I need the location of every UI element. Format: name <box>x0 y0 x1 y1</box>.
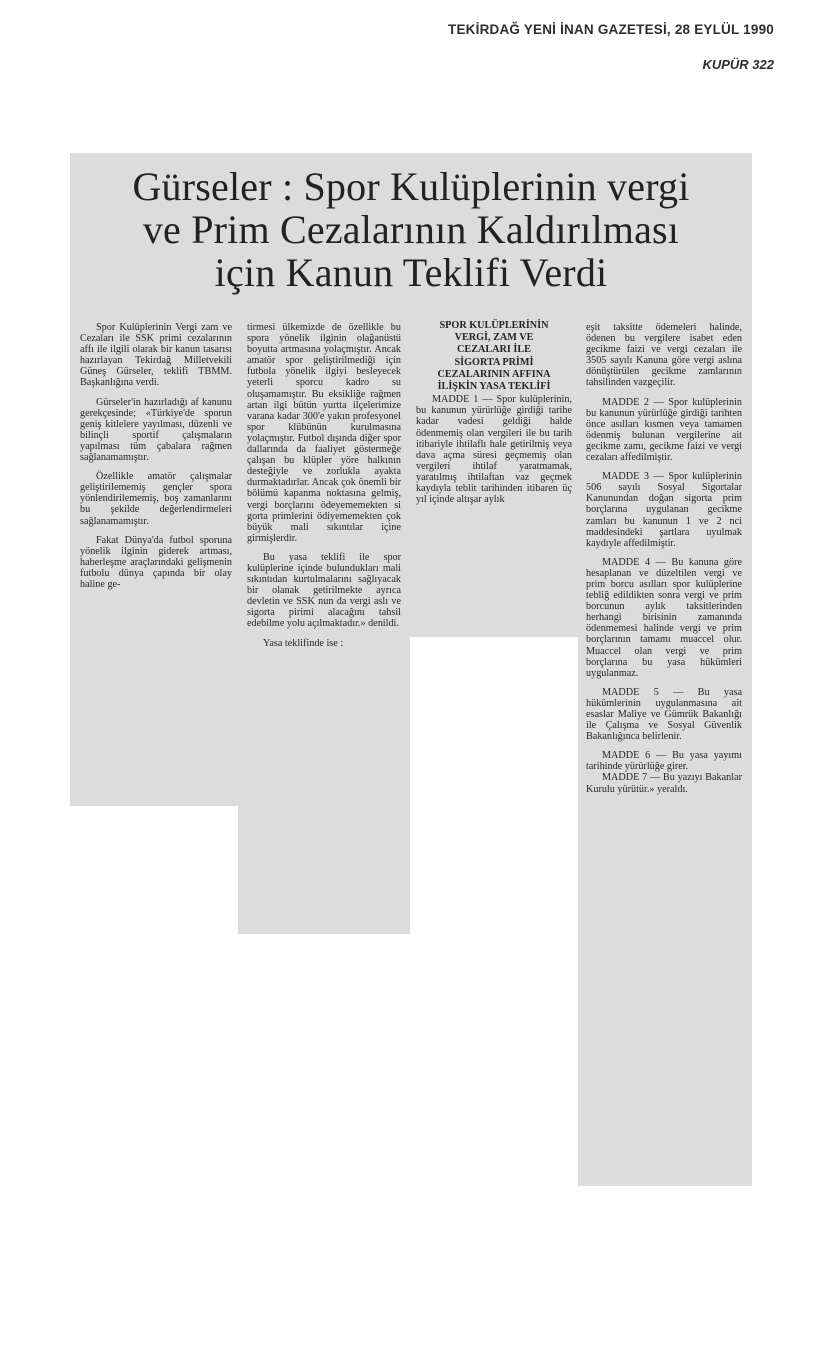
bill-title-line: VERGİ, ZAM VE <box>454 332 534 344</box>
paragraph: Bu yasa teklifi ile spor kulüplerine içinde bulundukları mali sıkıntıdan kurtulmalarını sağlıyacak bir olanak getirilmekte ayrıca devletin ve SSK nun da vergi aslı ve sigorta pirimi alacağını tahsil edebilme yolu açılmaktadır.» denildi. <box>247 551 401 630</box>
paragraph: eşit taksitte ödemeleri halinde, ödenen bu vergilere isabet eden gecikme faizi ve vergi cezaları ile 3505 sayılı Kanuna göre vergi aslına dönüştürülen gecikme zamlarının tahsilinden vazgeçilir. <box>586 322 742 389</box>
article-headline <box>78 165 744 294</box>
newspaper-source-line: TEKİRDAĞ YENİ İNAN GAZETESİ, 28 EYLÜL 1990 <box>448 22 774 37</box>
paragraph: MADDE 6 — Bu yasa yayımı tarihinde yürürlüğe girer. <box>586 750 742 773</box>
article-column-4 <box>586 322 742 803</box>
bill-title-line: SİGORTA PRİMİ <box>454 356 534 368</box>
paragraph: Gürseler'in hazırladığı af kanunu gerekçesinde; «Türkiye'de sporun geniş kitlelere yayılması, düzenli ve bilinçli sportif çalışmaların yapılması tüm çabalara rağmen sağlanamamıştır. <box>80 396 232 464</box>
paragraph: Spor Kulüplerinin Vergi zam ve Cezaları ile SSK primi cezalarının affı ile ilgili olarak bir kanun tasarısı hazırlayan Tekirdağ Milletvekili Güneş Gürseler, teklifi TBMM. Başkanlığına verdi. <box>80 322 232 389</box>
paragraph: tirmesi ülkemizde de özellikle bu spora yönelik ilginin olağanüstü boyutta artmasına yolaçmıştır. Ancak amatör spor geliştirilmediği için futbola yönelik ilgiyi besleyecek yeterli sporcu kadro su oluşamamıştır. Bu eksikliğe rağmen artan ilgi bütün yurtta ilçelerimize varana kadar 300'e yakın profesyonel spor klübünün kurulmasına yolaçmıştır. Futbol dışında diğer spor dallarında da faaliyet göstermeğe çalışan bu klüpler yöre halkının desteğiyle ve zorlukla ayakta durmaktadırlar. Ancak çok önemli bir bölümü kapanma noktasına gelmiş, vergi borçlarını ödeyememekten si gorta primlerini ödiyememekten çok büyük mali sıkıntılar içine girmişlerdir. <box>247 322 401 544</box>
bill-title-line: CEZALARININ AFFINA <box>437 368 551 380</box>
headline-line-3: için Kanun Teklifi Verdi <box>214 250 608 295</box>
paragraph: Özellikle amatör çalışmalar geliştirilememiş gençler spora yönlendirilememiş, boş zamanlarını bu şekilde değerlendirmeleri sağlanamamıştır. <box>80 471 232 527</box>
bill-title-line: İLİŞKİN YASA TEKLİFİ <box>437 381 551 393</box>
paragraph: MADDE 2 — Spor kulüplerinin bu kanunun yürürlüğe girdiği tarihten önce asılları kısmen veya tamamen ödenmiş bulunan vergilerine ait gecikme zamı, gecikme faizi ve vergi cezaları affedilmiştir. <box>586 396 742 464</box>
paragraph: MADDE 4 — Bu kanuna göre hesaplanan ve düzeltilen vergi ve prim borcu asılları spor kulüplerine tebliğ edildikten sonra vergi ve prim borcunun aylık taksitlerinden herhangi birisinin zamanında ödenmemesi halinde vergi ve prim borçlarının tamamı muaccel olur. Muaccel olan vergi ve prim borçlarına bu yasa hükümleri uygulanmaz. <box>586 556 742 679</box>
paragraph: MADDE 3 — Spor kulüplerinin 506 sayılı Sosyal Sigortalar Kanunundan doğan sigorta prim borçlarına uygulanan gecikme zamları bu kanunun 1 ve 2 nci maddesindeki şartlara uyulmak kaydıyle affedilmiştir. <box>586 471 742 549</box>
bill-title-line: SPOR KULÜPLERİNİN <box>439 320 549 331</box>
paragraph: Yasa teklifinde ise : <box>263 637 344 649</box>
article-column-3 <box>416 320 572 513</box>
bill-title-line: CEZALARI İLE <box>457 344 531 356</box>
headline-line-1: Gürseler : Spor Kulüplerinin vergi <box>132 164 690 209</box>
article-column-1 <box>80 322 232 598</box>
article-column-2 <box>247 322 401 657</box>
paragraph: Fakat Dünya'da futbol sporuna yönelik ilginin giderek artması, haberleşme araçlarındaki gelişmenin futbolu dünya çapında bir olay haline ge- <box>80 534 232 590</box>
paragraph: MADDE 5 — Bu yasa hükümlerinin uygulanmasına ait esaslar Maliye ve Gümrük Bakanlığı ile Çalışma ve Sosyal Güvenlik Bakanlığınca belirlenir. <box>586 686 742 743</box>
headline-line-2: ve Prim Cezalarının Kaldırılması <box>142 207 680 252</box>
paragraph: MADDE 1 — Spor kulüplerinin, bu kanunun yürürlüğe girdiği tarihe kadar vadesi geldiği halde ödenmemiş olan vergileri ile bu tarih itibariyle ihtilaflı hale getirilmiş veya dava açma süresi geçmemiş olan vergileri ihtilaf yaratmamak, yaratılmış ihtilaftan vaz geçmek kaydıyla teblit tarihinden itibaren üç yıl içinde altışar aylık <box>416 394 572 506</box>
clipping-number: KUPÜR 322 <box>702 57 774 72</box>
paragraph: MADDE 7 — Bu yazıyı Bakanlar Kurulu yürütür.» yeraldı. <box>586 772 742 795</box>
